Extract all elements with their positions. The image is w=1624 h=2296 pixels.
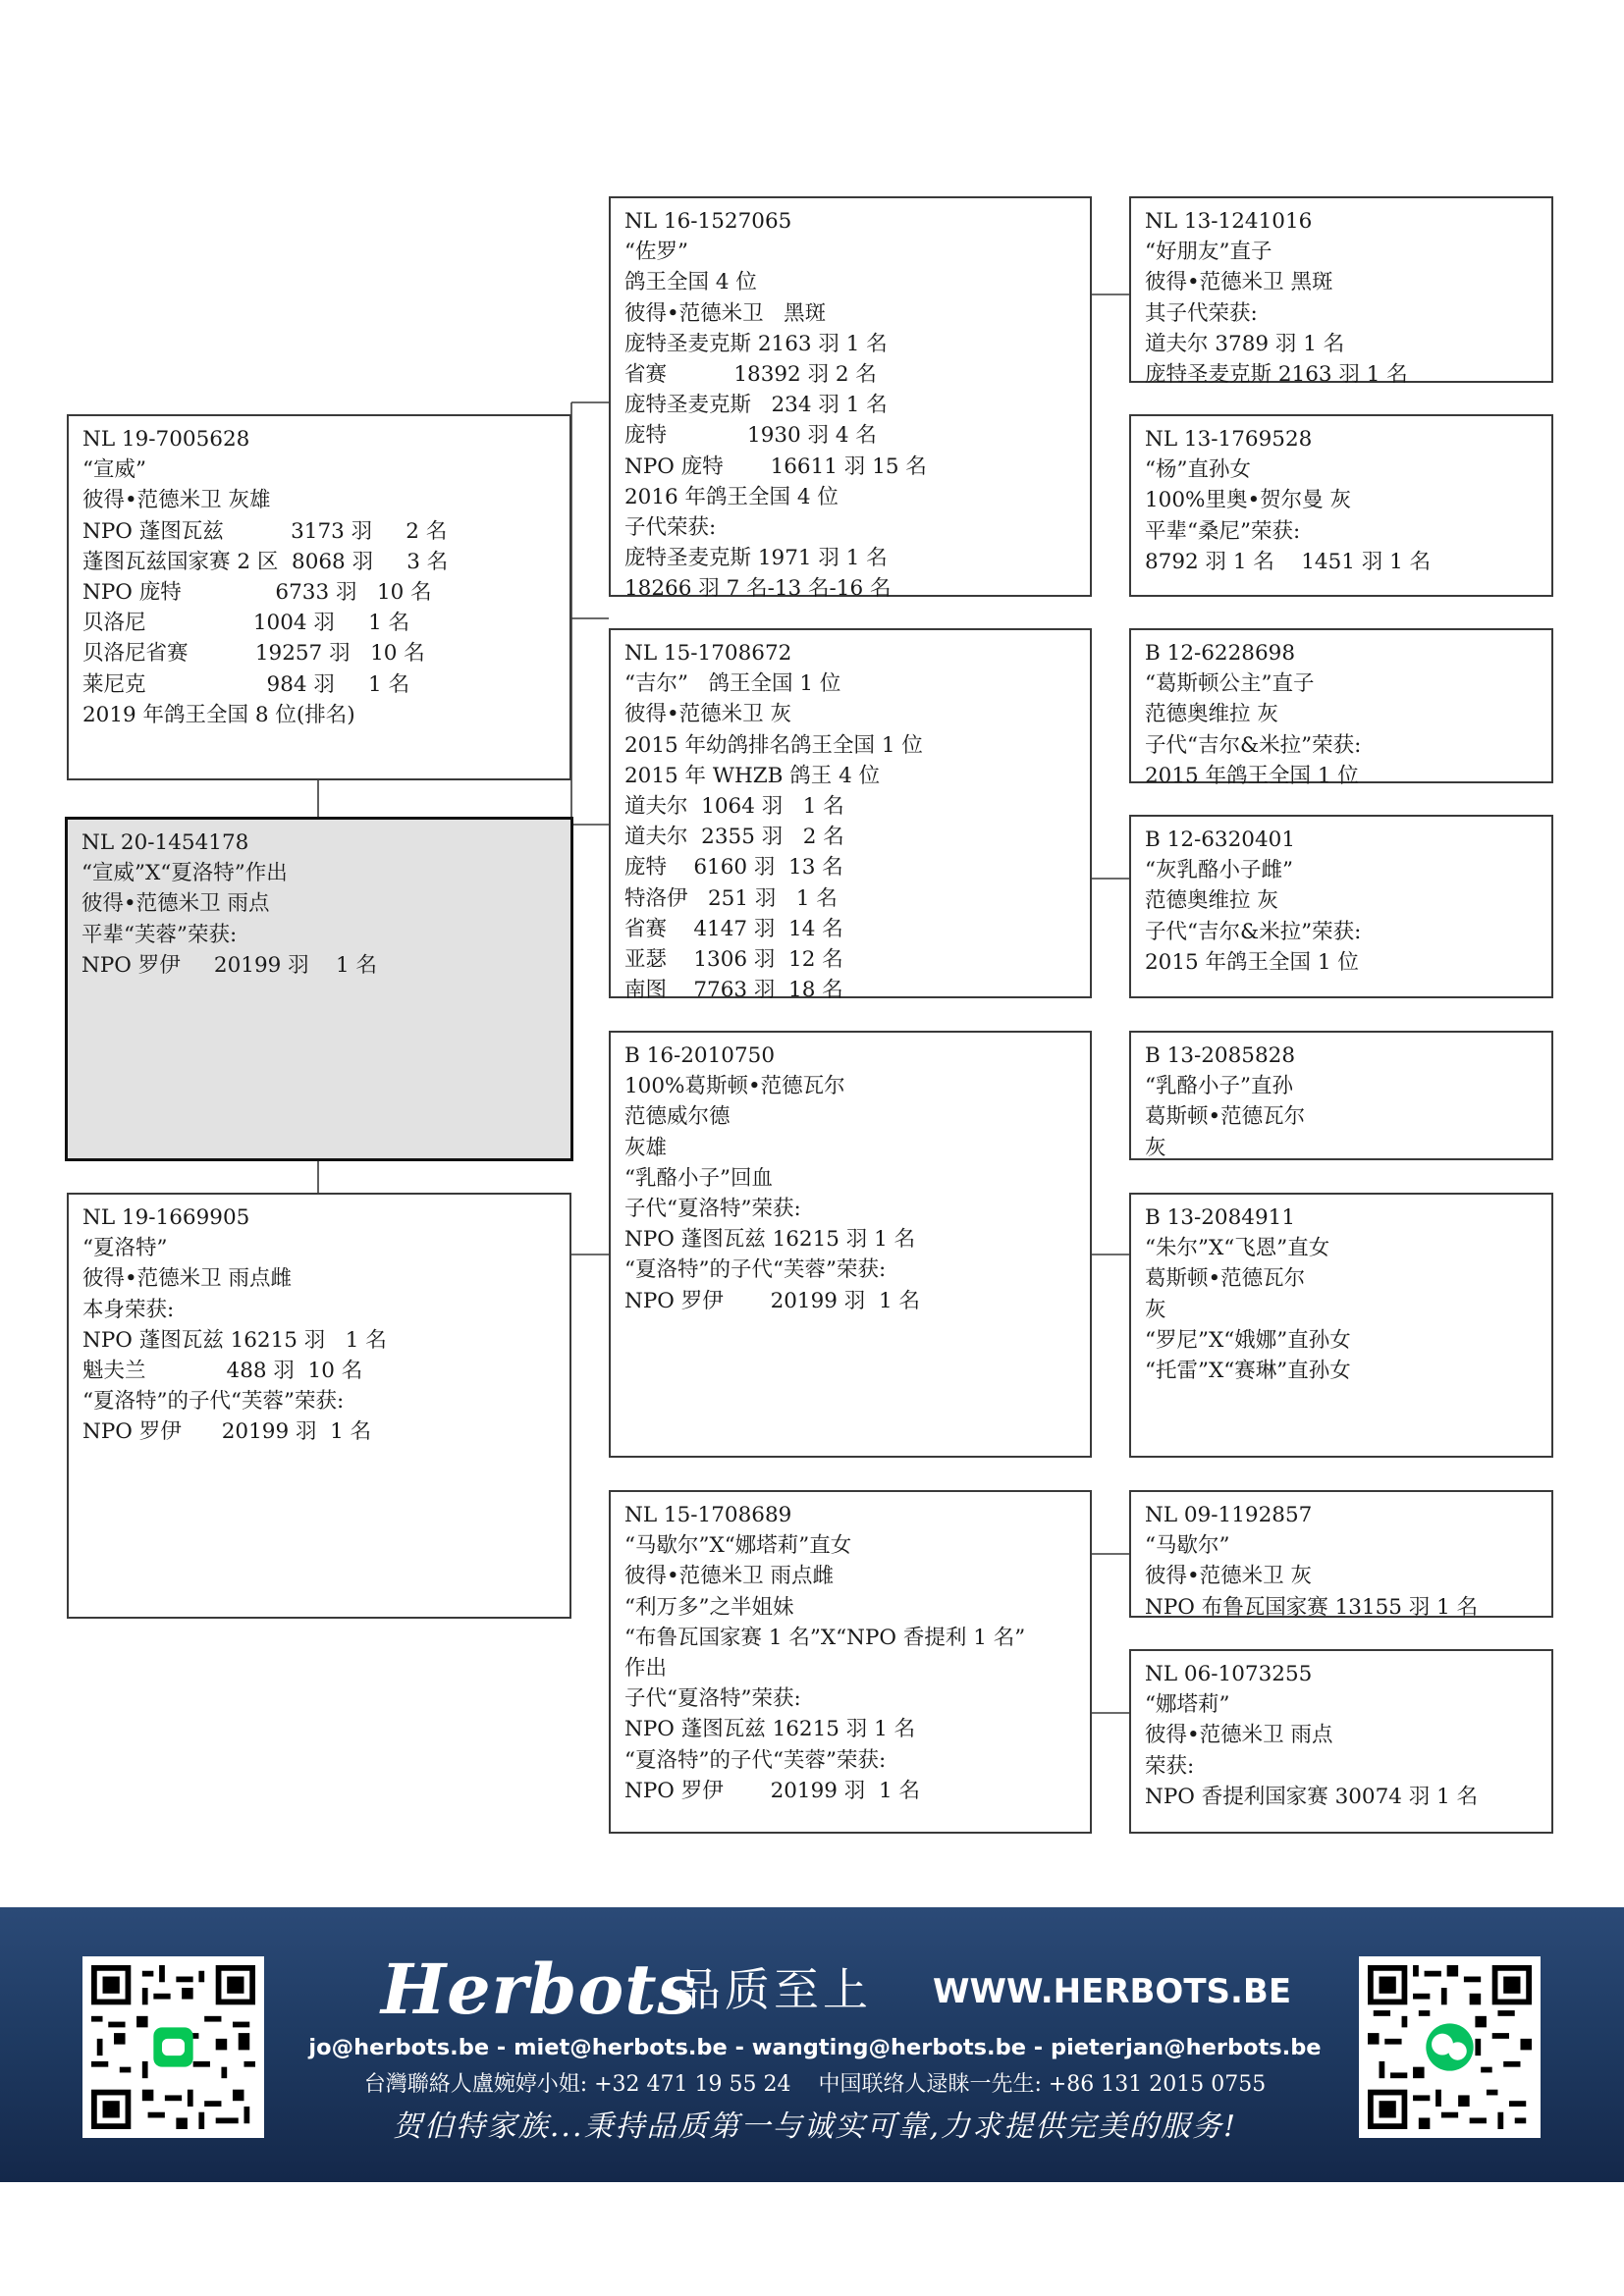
pedigree-line: 2015 年鸽王全国 1 位 <box>1145 763 1359 788</box>
pedigree-line: 18266 羽 7 名-13 名-16 名 <box>624 576 892 602</box>
pedigree-line: “马歇尔”X“娜塔莉”直女 <box>624 1533 852 1559</box>
pedigree-line: 魁夫兰 488 羽 10 名 <box>82 1359 363 1384</box>
pedigree-line: “夏洛特”的子代“芙蓉”荣获: <box>82 1389 345 1415</box>
pedigree-line: “佐罗” <box>624 240 688 265</box>
pedigree-line: 庞特 1930 羽 4 名 <box>624 423 877 449</box>
pedigree-line: “吉尔” 鸽王全国 1 位 <box>624 671 841 697</box>
wechat-qr-code[interactable] <box>1359 1956 1541 2138</box>
pedigree-line: 2016 年鸽王全国 4 位 <box>624 484 839 509</box>
pedigree-line: 灰 <box>1145 1297 1166 1322</box>
pedigree-line: NPO 庞特 6733 羽 10 名 <box>82 580 432 606</box>
pedigree-line: 庞特圣麦克斯 1971 羽 1 名 <box>624 546 888 571</box>
pedigree-line: 荣获: <box>1145 1753 1195 1779</box>
subject-card <box>65 817 573 1161</box>
pedigree-line: “夏洛特” <box>82 1236 168 1261</box>
pedigree-line: 亚瑟 1306 羽 12 名 <box>624 947 843 973</box>
qr-code-right-icon <box>1368 1965 1532 2129</box>
ring-number: B 12-6228698 <box>1145 641 1296 666</box>
pedigree-line: NPO 蓬图瓦兹 3173 羽 2 名 <box>82 518 448 544</box>
ds-dam-card <box>1129 1193 1553 1458</box>
pedigree-line: NPO 庞特 16611 羽 15 名 <box>624 454 927 479</box>
pedigree-line: NPO 罗伊 20199 羽 1 名 <box>624 1288 920 1313</box>
pedigree-line: NPO 罗伊 20199 羽 1 名 <box>82 1419 372 1445</box>
pedigree-line: 子代荣获: <box>624 515 717 541</box>
pedigree-line: 8792 羽 1 名 1451 羽 1 名 <box>1145 549 1432 574</box>
pedigree-line: 子代“吉尔&米拉”荣获: <box>1145 919 1362 944</box>
pedigree-line: “夏洛特”的子代“芙蓉”荣获: <box>624 1747 887 1773</box>
pedigree-line: “夏洛特”的子代“芙蓉”荣获: <box>624 1257 887 1283</box>
pedigree-line: 省赛 18392 羽 2 名 <box>624 362 877 388</box>
dam-sire-card <box>609 1031 1092 1458</box>
pedigree-line: 子代“夏洛特”荣获: <box>624 1197 801 1222</box>
pedigree-line: 子代“夏洛特”荣获: <box>624 1686 801 1712</box>
ring-number: NL 20-1454178 <box>81 830 249 855</box>
pedigree-line: NPO 布鲁瓦国家赛 13155 羽 1 名 <box>1145 1594 1479 1620</box>
pedigree-line: 灰雄 <box>624 1135 668 1160</box>
pedigree-line: NPO 蓬图瓦兹 16215 羽 1 名 <box>624 1227 916 1253</box>
ring-number: NL 09-1192857 <box>1145 1503 1313 1527</box>
ring-number: NL 15-1708672 <box>624 641 792 666</box>
pedigree-line: “利万多”之半姐妹 <box>624 1594 794 1620</box>
pedigree-line: “杨”直孙女 <box>1145 457 1251 483</box>
ring-number: NL 06-1073255 <box>1145 1662 1313 1686</box>
sire-card <box>67 414 571 780</box>
pedigree-line: 鸽王全国 4 位 <box>624 270 757 295</box>
sire-sire-card <box>609 196 1092 602</box>
sire-dam-card <box>609 628 1092 1003</box>
pedigree-line: 范德奥维拉 灰 <box>1145 702 1278 727</box>
pedigree-line: 彼得•范德米卫 灰 <box>624 702 792 727</box>
pedigree-line: 其子代荣获: <box>1145 300 1258 326</box>
pedigree-line: 道夫尔 3789 羽 1 名 <box>1145 331 1345 356</box>
pedigree-line: 彼得•范德米卫 灰雄 <box>82 488 271 513</box>
ring-number: B 16-2010750 <box>624 1043 776 1068</box>
pedigree-line: 100%里奥•贺尔曼 灰 <box>1145 488 1351 513</box>
pedigree-line: NPO 香提利国家赛 30074 羽 1 名 <box>1145 1784 1479 1809</box>
pedigree-line: 范德奥维拉 灰 <box>1145 888 1278 914</box>
pedigree-line: 彼得•范德米卫 雨点雌 <box>624 1564 835 1589</box>
ring-number: NL 16-1527065 <box>624 209 792 234</box>
pedigree-line: “灰乳酪小子雌” <box>1145 858 1293 883</box>
pedigree-line: 彼得•范德米卫 雨点 <box>1145 1723 1333 1748</box>
pedigree-line: 贝洛尼 1004 羽 1 名 <box>82 611 410 636</box>
pedigree-line: 庞特圣麦克斯 2163 羽 1 名 <box>624 331 888 356</box>
pedigree-line: “葛斯顿公主”直子 <box>1145 671 1315 697</box>
ring-number: B 12-6320401 <box>1145 828 1296 852</box>
ring-number: NL 19-1669905 <box>82 1205 250 1230</box>
pedigree-line: “乳酪小子”回血 <box>624 1165 773 1191</box>
pedigree-line: “好朋友”直子 <box>1145 240 1272 265</box>
pedigree-line: NPO 罗伊 20199 羽 1 名 <box>81 952 377 978</box>
footer-band <box>0 1907 1624 2182</box>
qr-code-left-icon <box>91 1965 255 2129</box>
ring-number: NL 13-1241016 <box>1145 209 1313 234</box>
pedigree-line: 彼得•范德米卫 黑斑 <box>1145 270 1333 295</box>
pedigree-line: “布鲁瓦国家赛 1 名”X“NPO 香提利 1 名” <box>624 1625 1026 1650</box>
pedigree-line: “宣威” <box>82 457 146 483</box>
ss-dam-card <box>1129 414 1553 597</box>
ring-number: NL 15-1708689 <box>624 1503 792 1527</box>
pedigree-line: NPO 蓬图瓦兹 16215 羽 1 名 <box>82 1327 387 1353</box>
pedigree-line: 葛斯顿•范德瓦尔 <box>1145 1266 1306 1292</box>
email-list[interactable]: jo@herbots.be - miet@herbots.be - wangting@herbots.be - pieterjan@herbots.be <box>308 2035 1322 2060</box>
ring-number: NL 19-7005628 <box>82 427 250 452</box>
pedigree-line: “托雷”X“赛琳”直孙女 <box>1145 1359 1351 1384</box>
dam-card <box>67 1193 571 1619</box>
pedigree-line: 灰 <box>1145 1135 1166 1160</box>
pedigree-line: 2019 年鸽王全国 8 位(排名) <box>82 702 355 727</box>
pedigree-line: 特洛伊 251 羽 1 名 <box>624 885 838 911</box>
pedigree-line: 平辈“桑尼”荣获: <box>1145 518 1301 544</box>
ring-number: NL 13-1769528 <box>1145 427 1313 452</box>
sd-dam-card <box>1129 815 1553 998</box>
dd-sire-card <box>1129 1490 1553 1618</box>
pedigree-line: “娜塔莉” <box>1145 1692 1230 1718</box>
pedigree-line: 2015 年幼鸽排名鸽王全国 1 位 <box>624 732 923 758</box>
pedigree-line: 蓬图瓦兹国家赛 2 区 8068 羽 3 名 <box>82 549 449 574</box>
ring-number: B 13-2085828 <box>1145 1043 1296 1068</box>
pedigree-line: 彼得•范德米卫 雨点雌 <box>82 1266 293 1292</box>
pedigree-line: 道夫尔 2355 羽 2 名 <box>624 825 844 850</box>
pedigree-line: 庞特 6160 羽 13 名 <box>624 855 843 881</box>
pedigree-line: 南图 7763 羽 18 名 <box>624 978 843 1003</box>
dam-dam-card <box>609 1490 1092 1834</box>
pedigree-line: 2015 年 WHZB 鸽王 4 位 <box>624 763 881 788</box>
pedigree-line: 子代“吉尔&米拉”荣获: <box>1145 732 1362 758</box>
brand-slogan: 品质至上 <box>676 1963 872 2016</box>
pedigree-line: 作出 <box>624 1656 668 1682</box>
contact-numbers: 台灣聯絡人盧婉婷小姐: +32 471 19 55 24 中国联络人逯睐一先生: +86 131 2015 0755 <box>363 2072 1267 2097</box>
pedigree-line: NPO 罗伊 20199 羽 1 名 <box>624 1778 920 1803</box>
pedigree-line: 贝洛尼省赛 19257 羽 10 名 <box>82 641 425 667</box>
pedigree-line: “朱尔”X“飞恩”直女 <box>1145 1236 1330 1261</box>
pedigree-line: 庞特圣麦克斯 234 羽 1 名 <box>624 393 888 418</box>
pedigree-line: 彼得•范德米卫 黑斑 <box>624 300 827 326</box>
pedigree-line: 本身荣获: <box>82 1297 175 1322</box>
family-tagline: 贺伯特家族...秉持品质第一与诚实可靠,力求提供完美的服务! <box>392 2109 1238 2144</box>
pedigree-line: “乳酪小子”直孙 <box>1145 1074 1293 1099</box>
pedigree-line: 100%葛斯顿•范德瓦尔 <box>624 1074 845 1099</box>
pedigree-line: NPO 蓬图瓦兹 16215 羽 1 名 <box>624 1717 916 1742</box>
pedigree-line: 范德威尔德 <box>624 1104 731 1130</box>
ss-sire-card <box>1129 196 1553 388</box>
pedigree-line: 2015 年鸽王全国 1 位 <box>1145 949 1359 975</box>
herbots-logo: Herbots <box>381 1949 697 2030</box>
pedigree-line: 道夫尔 1064 羽 1 名 <box>624 794 844 820</box>
pedigree-line: 莱尼克 984 羽 1 名 <box>82 671 410 697</box>
pedigree-line: 庞特圣麦克斯 2163 羽 1 名 <box>1145 362 1408 388</box>
brand-row <box>381 1949 1292 2030</box>
dd-dam-card <box>1129 1649 1553 1834</box>
pedigree-line: 省赛 4147 羽 14 名 <box>624 916 843 941</box>
ds-sire-card <box>1129 1031 1553 1160</box>
pedigree-line: 彼得•范德米卫 雨点 <box>81 891 270 917</box>
pedigree-line: “宣威”X“夏洛特”作出 <box>81 861 288 886</box>
pedigree-line: “罗尼”X“娥娜”直孙女 <box>1145 1327 1351 1353</box>
ring-number: B 13-2084911 <box>1145 1205 1296 1230</box>
pedigree-line: 平辈“芙蓉”荣获: <box>81 922 238 947</box>
sd-sire-card <box>1129 628 1553 788</box>
pedigree-line: 彼得•范德米卫 灰 <box>1145 1564 1313 1589</box>
line-qr-code[interactable] <box>82 1956 264 2138</box>
website-link[interactable]: WWW.HERBOTS.BE <box>933 1972 1292 2011</box>
pedigree-line: 葛斯顿•范德瓦尔 <box>1145 1104 1306 1130</box>
pedigree-line: “马歇尔” <box>1145 1533 1230 1559</box>
